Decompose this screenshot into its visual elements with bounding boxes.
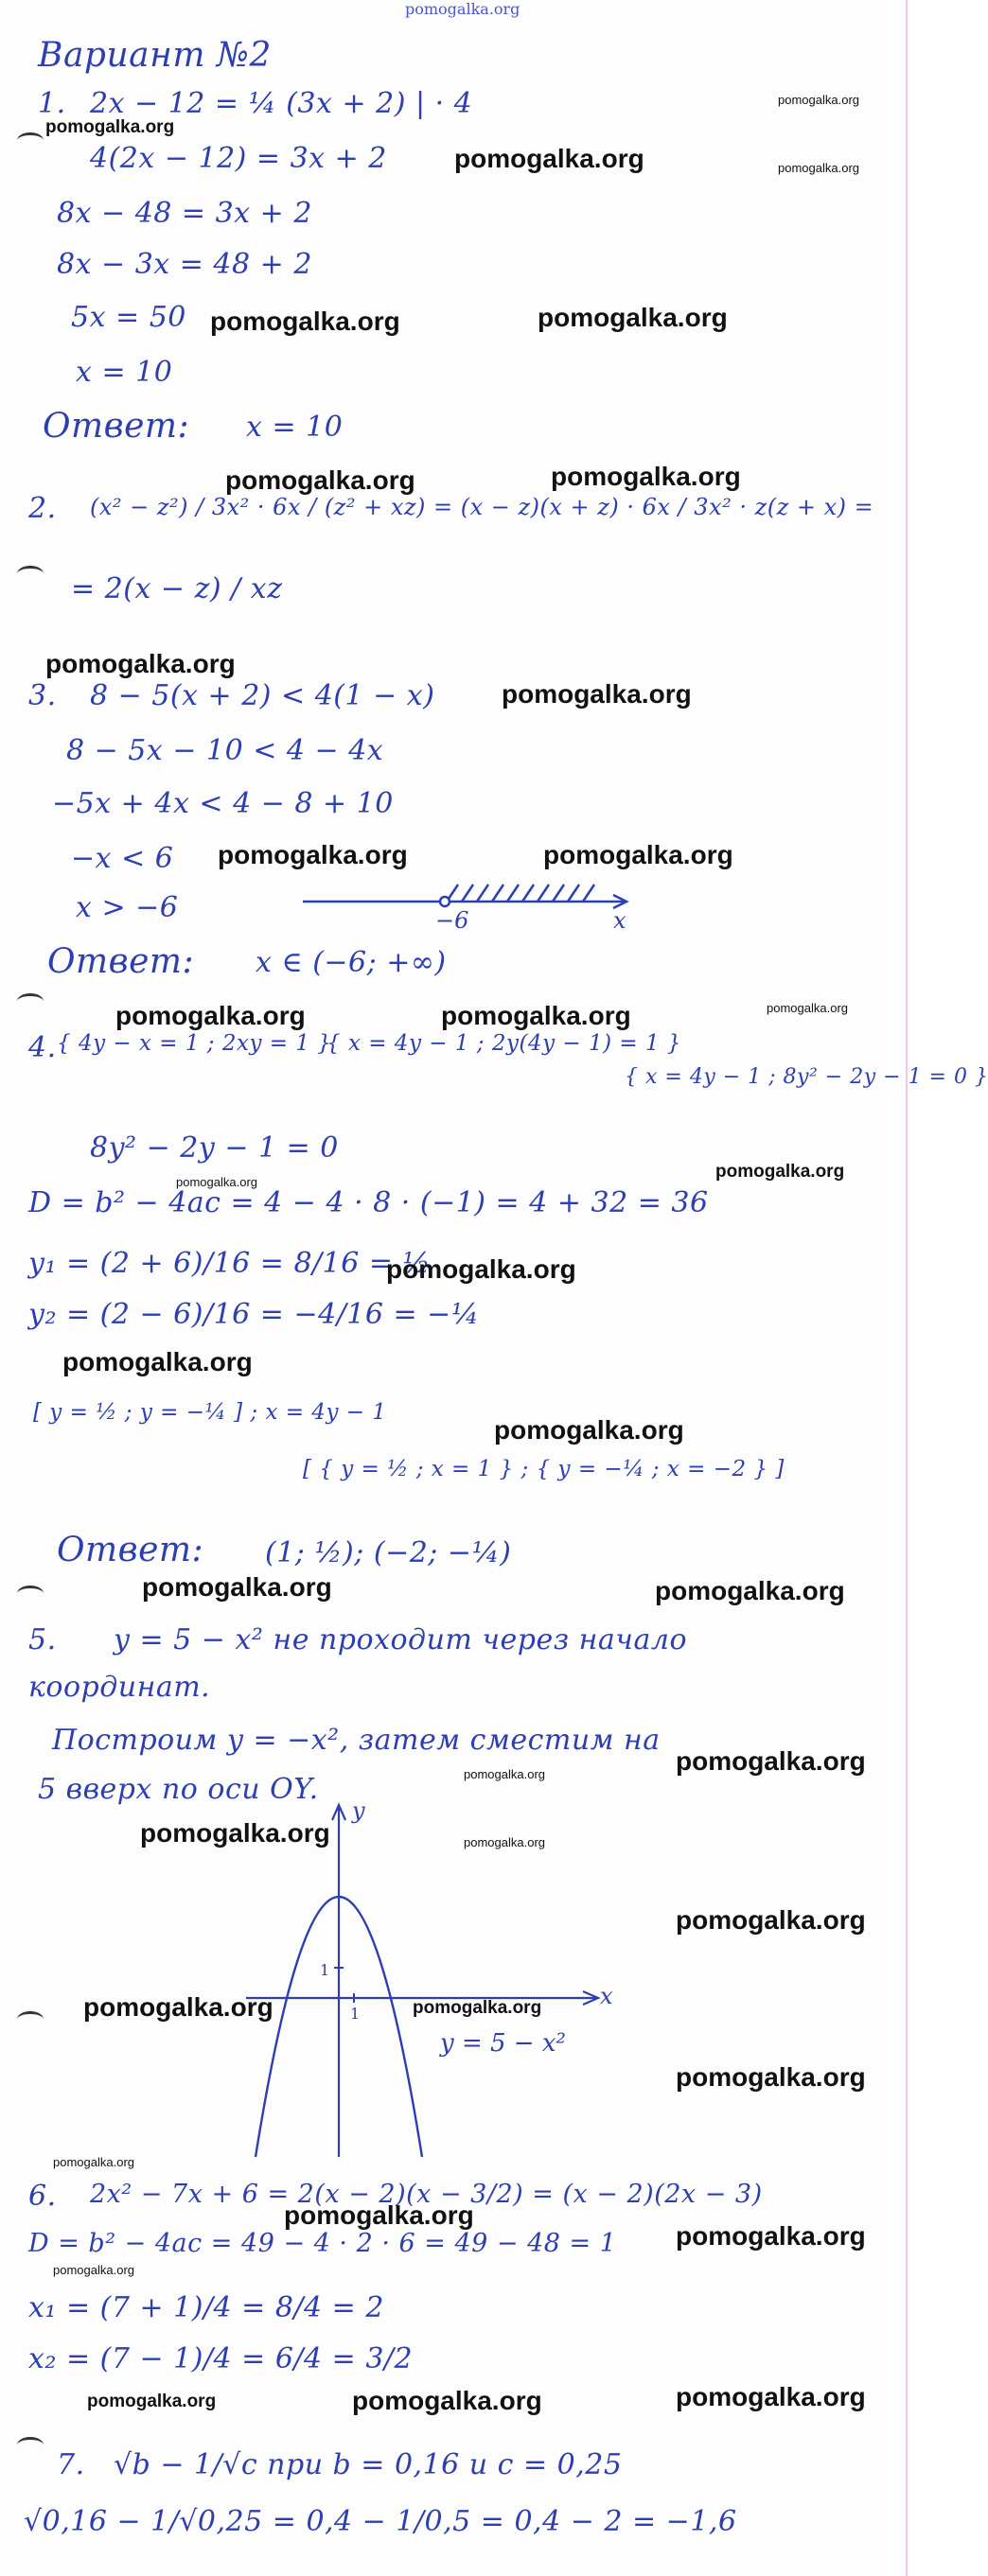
task2-line: = 2(x − z) / xz xyxy=(71,572,283,605)
open-point xyxy=(440,897,450,906)
watermark: pomogalka.org xyxy=(352,2386,542,2415)
task5-line: координат. xyxy=(28,1671,211,1704)
punch-mark xyxy=(17,2437,44,2453)
task3-line: 8 − 5(x + 2) < 4(1 − x) xyxy=(90,679,435,712)
task4-cases: [ { y = ½ ; x = 1 } ; { y = −¼ ; x = −2 } ] xyxy=(303,1457,785,1481)
task5-line: Построим y = −x², затем сместим на xyxy=(52,1724,661,1757)
watermark: pomogalka.org xyxy=(464,1767,545,1781)
x-axis-label: x xyxy=(600,1983,613,2009)
watermark: pomogalka.org xyxy=(441,1001,631,1030)
watermark: pomogalka.org xyxy=(386,1254,576,1284)
task4-line: 8y² − 2y − 1 = 0 xyxy=(90,1131,339,1165)
watermark: pomogalka.org xyxy=(45,649,236,678)
watermark: pomogalka.org xyxy=(284,2200,474,2230)
task4-line: y₁ = (2 + 6)/16 = 8/16 = ½ xyxy=(28,1247,432,1280)
task4-answer: (1; ½); (−2; −¼) xyxy=(265,1536,512,1569)
task1-line: 4(2x − 12) = 3x + 2 xyxy=(90,142,387,175)
y-axis-label: y xyxy=(352,1797,365,1824)
task3-answer-label: Ответ: xyxy=(47,942,195,981)
task1-line: 8x − 48 = 3x + 2 xyxy=(57,197,312,230)
watermark: pomogalka.org xyxy=(464,1835,545,1849)
watermark: pomogalka.org xyxy=(494,1415,684,1445)
margin-line xyxy=(906,0,908,2576)
watermark: pomogalka.org xyxy=(676,1905,866,1935)
curve-label: y = 5 − x² xyxy=(440,2029,566,2058)
task6-line: x₁ = (7 + 1)/4 = 8/4 = 2 xyxy=(28,2291,384,2324)
task1-line: 8x − 3x = 48 + 2 xyxy=(57,248,312,281)
task4-number: 4. xyxy=(28,1031,57,1064)
watermark: pomogalka.org xyxy=(225,465,415,495)
punch-mark xyxy=(17,132,44,149)
task5-number: 5. xyxy=(28,1623,57,1656)
task6-number: 6. xyxy=(28,2180,57,2213)
task4-system: { x = 4y − 1 ; 8y² − 2y − 1 = 0 } xyxy=(625,1065,988,1089)
task3-line: −5x + 4x < 4 − 8 + 10 xyxy=(52,787,394,820)
watermark: pomogalka.org xyxy=(45,117,175,137)
watermark: pomogalka.org xyxy=(210,307,400,336)
task4-answer-label: Ответ: xyxy=(57,1531,204,1569)
task4-system: { 4y − x = 1 ; 2xy = 1 } xyxy=(57,1031,332,1056)
site-label: pomogalka.org xyxy=(405,0,520,18)
punch-mark xyxy=(17,1586,44,1602)
task4-line: y₂ = (2 − 6)/16 = −4/16 = −¼ xyxy=(28,1298,480,1331)
watermark: pomogalka.org xyxy=(543,840,733,869)
task6-line: x₂ = (7 − 1)/4 = 6/4 = 3/2 xyxy=(28,2342,414,2375)
axis-x-label: x xyxy=(613,907,626,934)
punch-mark xyxy=(17,993,44,1009)
task3-line: 8 − 5x − 10 < 4 − 4x xyxy=(66,734,384,767)
task6-line: D = b² − 4ac = 49 − 4 · 2 · 6 = 49 − 48 = 1 xyxy=(28,2229,617,2258)
task7-number: 7. xyxy=(57,2448,85,2481)
watermark: pomogalka.org xyxy=(778,93,859,107)
punch-mark xyxy=(17,2011,44,2027)
task1-line: 2x − 12 = ¼ (3x + 2) | · 4 xyxy=(90,87,473,120)
task2-line: (x² − z²) / 3x² · 6x / (z² + xz) = (x − z)(x + z) · 6x / 3x² · z(z + x) = xyxy=(90,494,874,520)
watermark: pomogalka.org xyxy=(53,2263,134,2277)
watermark: pomogalka.org xyxy=(502,679,692,709)
watermark: pomogalka.org xyxy=(778,161,859,175)
x-tick-label: 1 xyxy=(350,2005,361,2023)
watermark: pomogalka.org xyxy=(767,1001,848,1015)
task3-number: 3. xyxy=(28,679,57,712)
task3-answer: x ∈ (−6; +∞) xyxy=(256,946,447,979)
task1-line: x = 10 xyxy=(76,356,173,389)
watermark: pomogalka.org xyxy=(538,303,728,332)
task3-line: −x < 6 xyxy=(71,842,174,875)
task1-answer: x = 10 xyxy=(246,411,344,444)
watermark: pomogalka.org xyxy=(142,1572,332,1602)
task1-number: 1. xyxy=(38,87,66,120)
watermark: pomogalka.org xyxy=(454,144,644,173)
watermark: pomogalka.org xyxy=(676,2382,866,2411)
watermark: pomogalka.org xyxy=(115,1001,306,1030)
inequality-number-line xyxy=(284,875,644,932)
task5-line: y = 5 − x² не проходит через начало xyxy=(114,1623,688,1656)
task5-line: 5 вверх по оси OY. xyxy=(38,1773,319,1806)
y-tick-label: 1 xyxy=(320,1961,330,1979)
task4-system: { x = 4y − 1 ; 2y(4y − 1) = 1 } xyxy=(326,1031,682,1056)
task1-line: 5x = 50 xyxy=(71,301,186,334)
watermark: pomogalka.org xyxy=(62,1347,253,1376)
watermark: pomogalka.org xyxy=(218,840,408,869)
watermark: pomogalka.org xyxy=(413,1998,542,2018)
task3-line: x > −6 xyxy=(76,891,179,924)
watermark: pomogalka.org xyxy=(53,2155,134,2169)
task4-line: D = b² − 4ac = 4 − 4 · 8 · (−1) = 4 + 32 = 36 xyxy=(28,1186,709,1219)
punch-mark xyxy=(17,566,44,582)
watermark: pomogalka.org xyxy=(676,2062,866,2092)
task7-line: √b − 1/√c при b = 0,16 и c = 0,25 xyxy=(114,2448,623,2481)
task4-cases: [ y = ½ ; y = −¼ ] ; x = 4y − 1 xyxy=(33,1400,387,1425)
watermark: pomogalka.org xyxy=(655,1576,845,1605)
watermark: pomogalka.org xyxy=(87,2392,217,2411)
page-title: Вариант №2 xyxy=(38,36,272,75)
watermark: pomogalka.org xyxy=(715,1162,845,1182)
watermark: pomogalka.org xyxy=(140,1818,330,1848)
watermark: pomogalka.org xyxy=(676,1746,866,1776)
parabola-graph xyxy=(237,1797,634,2166)
watermark: pomogalka.org xyxy=(83,1992,273,2022)
watermark: pomogalka.org xyxy=(176,1175,257,1189)
task1-answer-label: Ответ: xyxy=(43,407,190,446)
task6-line: 2x² − 7x + 6 = 2(x − 2)(x − 3/2) = (x − 2)(2x − 3) xyxy=(90,2180,763,2209)
watermark: pomogalka.org xyxy=(551,462,741,491)
axis-point-label: −6 xyxy=(435,907,469,934)
watermark: pomogalka.org xyxy=(676,2221,866,2251)
task7-line: √0,16 − 1/√0,25 = 0,4 − 1/0,5 = 0,4 − 2 = −1,6 xyxy=(24,2505,737,2538)
task2-number: 2. xyxy=(28,492,57,525)
